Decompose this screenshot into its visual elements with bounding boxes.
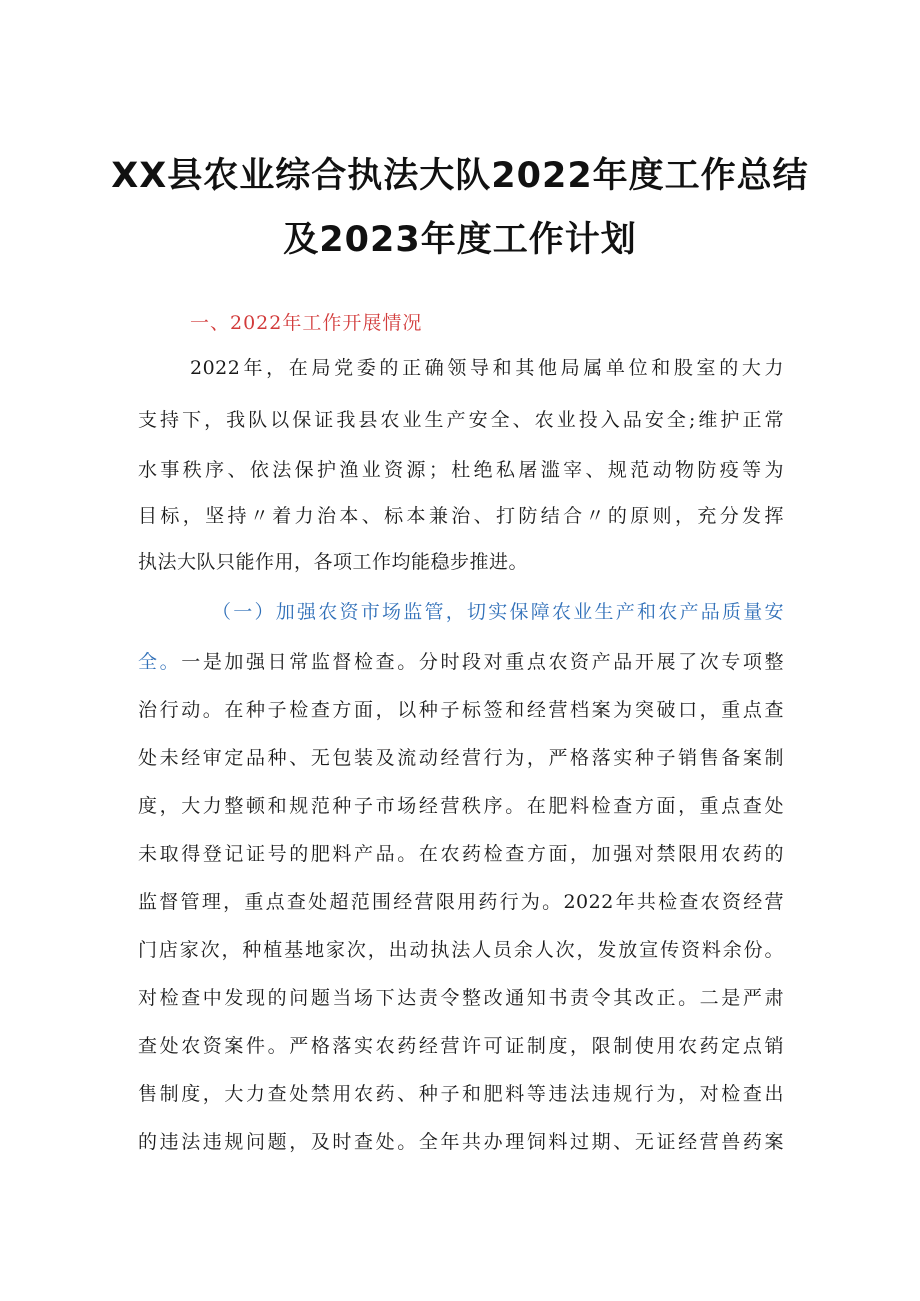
paragraph-line: 监督管理，重点查处超范围经营限用药行为。2022年共检查农资经营 [138,891,784,913]
paragraph-line: 治行动。在种子检查方面，以种子标签和经营档案为突破口，重点查 [138,699,784,721]
paragraph-line: 售制度，大力查处禁用农药、种子和肥料等违法违规行为，对检查出 [138,1083,784,1105]
paragraph-line: 水事秩序、依法保护渔业资源；杜绝私屠滥宰、规范动物防疫等为 [138,459,784,481]
subsection-heading-end: 全。 [138,651,182,673]
paragraph-line: 的违法违规问题，及时查处。全年共办理饲料过期、无证经营兽药案 [138,1131,784,1153]
paragraph-line: 度，大力整顿和规范种子市场经营秩序。在肥料检查方面，重点查处 [138,795,784,817]
paragraph-line-text: 一是加强日常监督检查。分时段对重点农资产品开展了次专项整 [181,651,784,673]
paragraph-line: 2022年，在局党委的正确领导和其他局属单位和股室的大力 [190,357,784,379]
paragraph-line: 目标，坚持〃着力治本、标本兼治、打防结合〃的原则，充分发挥 [138,505,784,527]
paragraph-line: 执法大队只能作用，各项工作均能稳步推进。 [138,551,529,573]
document-title-line2: 及2023年度工作计划 [283,220,637,260]
paragraph-line: 支持下，我队以保证我县农业生产安全、农业投入品安全;维护正常 [138,409,784,431]
document-title-line1: XX县农业综合执法大队2022年度工作总结 [111,156,809,196]
paragraph-line: 处未经审定品种、无包装及流动经营行为，严格落实种子销售备案制 [138,747,784,769]
paragraph-line: 查处农资案件。严格落实农药经营许可证制度，限制使用农药定点销 [138,1035,784,1057]
paragraph-line: 未取得登记证号的肥料产品。在农药检查方面，加强对禁限用农药的 [138,843,784,865]
section-heading: 一、2022年工作开展情况 [190,312,423,334]
paragraph-line [138,648,784,676]
paragraph-line: 门店家次，种植基地家次，出动执法人员余人次，发放宣传资料余份。 [138,939,784,961]
subsection-heading: （一）加强农资市场监管，切实保障农业生产和农产品质量安 [212,601,784,623]
paragraph-line: 对检查中发现的问题当场下达责令整改通知书责令其改正。二是严肃 [138,987,784,1009]
